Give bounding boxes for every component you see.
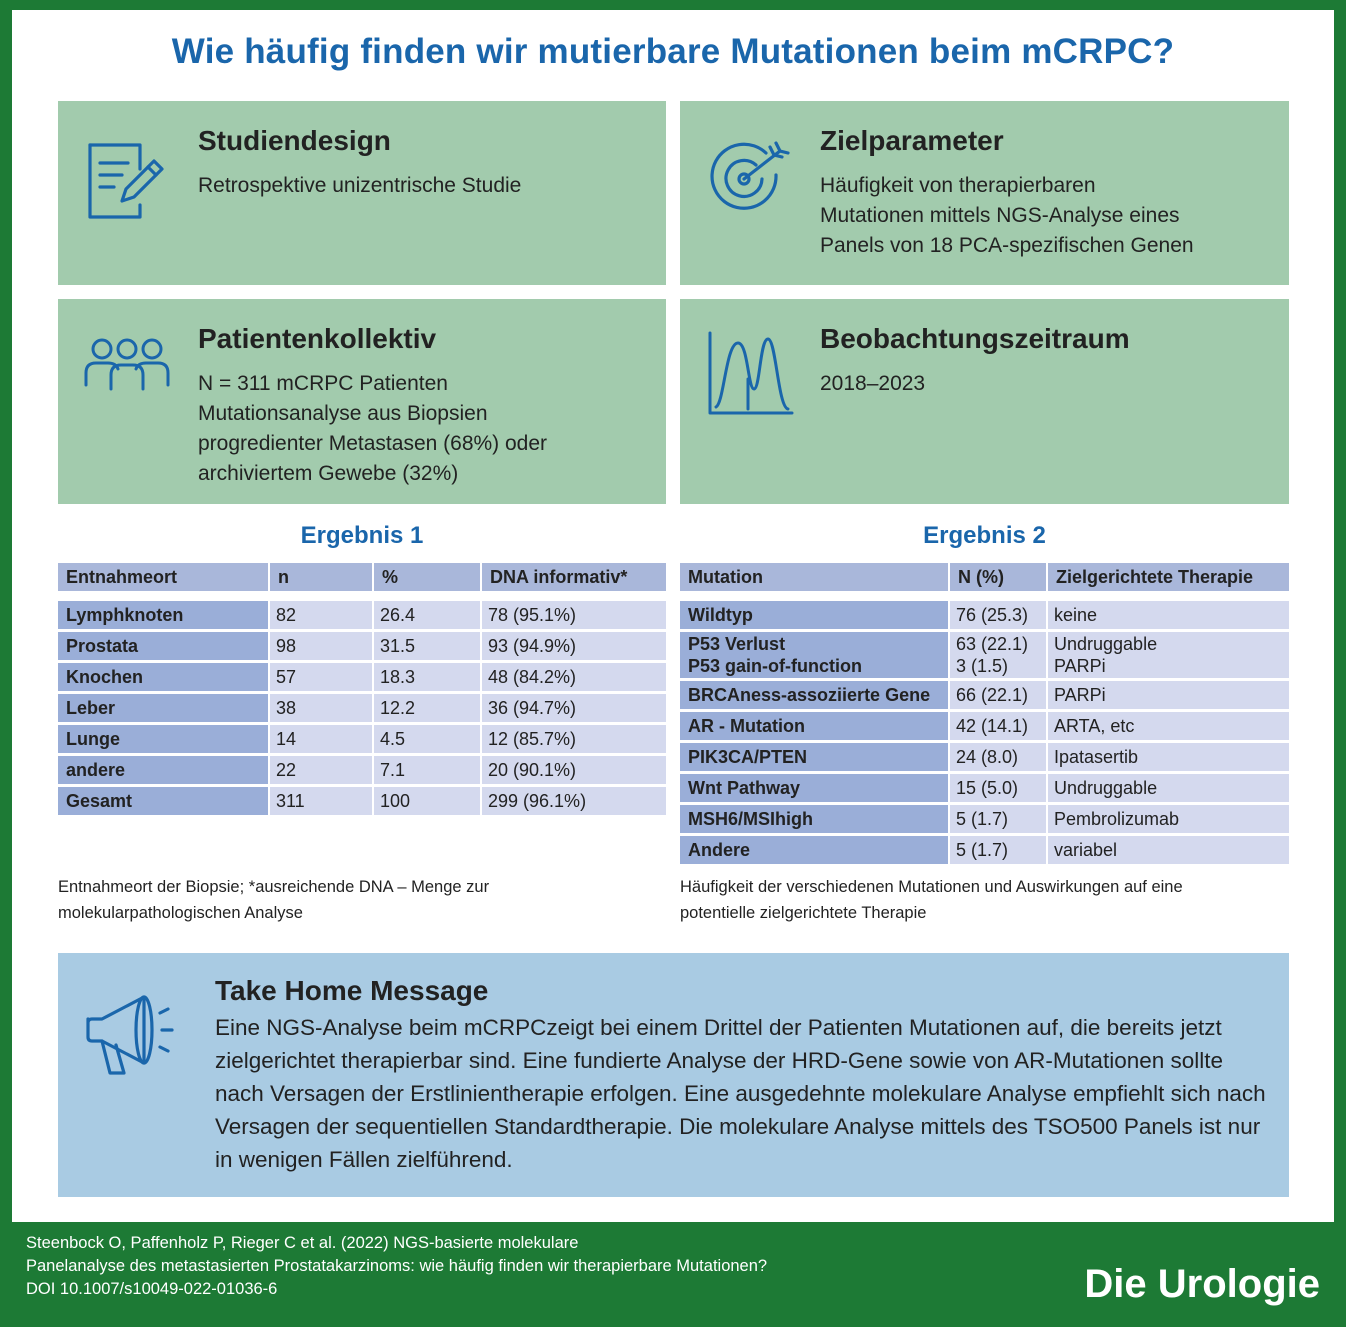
cell-line: P53 Verlust [688,634,786,654]
text-line: Retrospektive unizentrische Studie [198,174,522,197]
people-icon [82,329,172,419]
megaphone-icon [84,993,174,1083]
col-header: % [374,563,480,591]
page-title: Wie häufig finden wir mutierbare Mutationen beim mCRPC? [171,32,1175,71]
text-line: progredienter Metastasen (68%) oder [198,432,548,455]
col-header: Mutation [680,563,948,591]
result2-caption [680,874,1183,926]
table-cell: 42 (14.1) [950,712,1046,740]
curve-chart-icon [704,329,794,419]
table-cell: 36 (94.7%) [482,694,666,722]
table-cell: 12.2 [374,694,480,722]
table-cell: 311 [270,787,372,815]
zielparameter-text [820,171,1194,261]
cell-line: P53 gain-of-function [688,656,862,676]
table-cell: PARPi [1048,681,1289,709]
table-cell: 299 (96.1%) [482,787,666,815]
row-label: andere [58,756,268,784]
cell-line: 3 (1.5) [956,656,1009,676]
table-cell: ARTA, etc [1048,712,1289,740]
table-row [680,712,1289,740]
journal-brand: Die Urologie [1084,1262,1320,1306]
text-line: Panels von 18 PCA-spezifischen Genen [820,234,1194,257]
table-cell: 14 [270,725,372,753]
table-row [680,743,1289,771]
table-row [58,694,666,722]
row-label: BRCAness-assoziierte Gene [680,681,948,709]
text-line: N = 311 mCRPC Patienten [198,372,448,395]
table-cell: 66 (22.1) [950,681,1046,709]
table-cell: 82 [270,601,372,629]
table-row [680,805,1289,833]
table-row [58,756,666,784]
table-row [680,681,1289,709]
table-cell: 57 [270,663,372,691]
result2-title: Ergebnis 2 [923,522,1046,549]
caption-line: potentielle zielgerichtete Therapie [680,904,927,922]
table-cell: keine [1048,601,1289,629]
take-home-heading: Take Home Message [215,975,489,1006]
document-edit-icon [82,131,172,221]
cell-line: Undruggable [1054,634,1158,654]
cell-line: PARPi [1054,656,1106,676]
table-row [58,787,666,815]
cell-line: 63 (22.1) [956,634,1029,654]
studiendesign-text [198,171,521,201]
table-header-row [680,563,1289,591]
citation-line: Panelanalyse des metastasierten Prostatakarzinoms: wie häufig finden wir therapierbare Mutationen? [26,1257,768,1275]
table-cell: 98 [270,632,372,660]
table-cell: Pembrolizumab [1048,805,1289,833]
table-cell: 100 [374,787,480,815]
table-cell: 76 (25.3) [950,601,1046,629]
row-label: Leber [58,694,268,722]
table-cell: 48 (84.2%) [482,663,666,691]
row-label: Gesamt [58,787,268,815]
col-header: n [270,563,372,591]
table-cell: 22 [270,756,372,784]
table-header-row [58,563,666,591]
table-row [680,774,1289,802]
row-label: Wnt Pathway [680,774,948,802]
table-cell: 18.3 [374,663,480,691]
result1-table [56,560,668,818]
doi-text: DOI 10.1007/s10049-022-01036-6 [26,1280,278,1298]
table-cell [950,632,1046,678]
table-row [680,601,1289,629]
table-cell: 31.5 [374,632,480,660]
target-icon [704,131,794,221]
row-label: Prostata [58,632,268,660]
text-line: Häufigkeit von therapierbaren [820,174,1096,197]
row-label: AR - Mutation [680,712,948,740]
table-row [680,632,1289,678]
citation-line: Steenbock O, Paffenholz P, Rieger C et al. (2022) NGS-basierte molekulare [26,1234,579,1252]
patientenkollektiv-heading: Patientenkollektiv [198,323,437,354]
infographic-page [12,10,1334,1222]
box-studiendesign [58,101,666,285]
row-label: PIK3CA/PTEN [680,743,948,771]
result2-table [678,560,1291,867]
table-cell: 24 (8.0) [950,743,1046,771]
table-cell: 5 (1.7) [950,805,1046,833]
row-label: Knochen [58,663,268,691]
table-row [58,632,666,660]
box-beobachtungszeitraum [680,299,1289,504]
text-line: archiviertem Gewebe (32%) [198,462,459,485]
table-cell: 20 (90.1%) [482,756,666,784]
table-cell: 7.1 [374,756,480,784]
box-zielparameter [680,101,1289,285]
row-label: Lymphknoten [58,601,268,629]
zielparameter-heading: Zielparameter [820,125,1004,156]
beobachtung-heading: Beobachtungszeitraum [820,323,1130,354]
studiendesign-heading: Studiendesign [198,125,391,156]
table-cell: 4.5 [374,725,480,753]
col-header: Zielgerichtete Therapie [1048,563,1289,591]
table-cell: Undruggable [1048,774,1289,802]
text-line: Mutationen mittels NGS-Analyse eines [820,204,1180,227]
box-patientenkollektiv [58,299,666,504]
result1-caption [58,874,489,926]
table-cell: 15 (5.0) [950,774,1046,802]
text-line: Mutationsanalyse aus Biopsien [198,402,488,425]
table-cell: variabel [1048,836,1289,864]
table-row [680,836,1289,864]
beobachtung-text [820,369,925,399]
row-label: Andere [680,836,948,864]
table-cell: Ipatasertib [1048,743,1289,771]
table-cell: 5 (1.7) [950,836,1046,864]
row-label: Lunge [58,725,268,753]
col-header: DNA informativ* [482,563,666,591]
row-label: MSH6/MSIhigh [680,805,948,833]
table-cell: 26.4 [374,601,480,629]
result1-title: Ergebnis 1 [300,522,424,549]
col-header: Entnahmeort [58,563,268,591]
col-header: N (%) [950,563,1046,591]
table-cell [1048,632,1289,678]
table-row [58,725,666,753]
take-home-text: Eine NGS-Analyse beim mCRPCzeigt bei einem Drittel der Patienten Mutationen auf, die bereits jetzt zielgerichtet therapierbar sind. Eine fundierte Analyse der HRD-Gene sowie von AR-Mutationen sollte nach Versagen der Erstlinientherapie erfolgen. Eine ausgedehnte molekulare Analyse empfiehlt sich nach Versagen der sequentiellen Standardtherapie. Die molekulare Analyse mittels des TSO500 Panels ist nur in wenigen Fällen zielführend. [215,1015,1266,1172]
table-cell: 93 (94.9%) [482,632,666,660]
table-row [58,663,666,691]
table-cell: 38 [270,694,372,722]
row-label [680,632,948,678]
row-label: Wildtyp [680,601,948,629]
table-cell: 12 (85.7%) [482,725,666,753]
caption-line: Häufigkeit der verschiedenen Mutationen und Auswirkungen auf eine [680,878,1183,896]
table-row [58,601,666,629]
caption-line: molekularpathologischen Analyse [58,904,303,922]
patientenkollektiv-text [198,369,547,489]
take-home-box [58,953,1289,1197]
citation [26,1232,767,1301]
caption-line: Entnahmeort der Biopsie; *ausreichende DNA – Menge zur [58,878,490,896]
table-cell: 78 (95.1%) [482,601,666,629]
text-line: 2018–2023 [820,372,926,395]
